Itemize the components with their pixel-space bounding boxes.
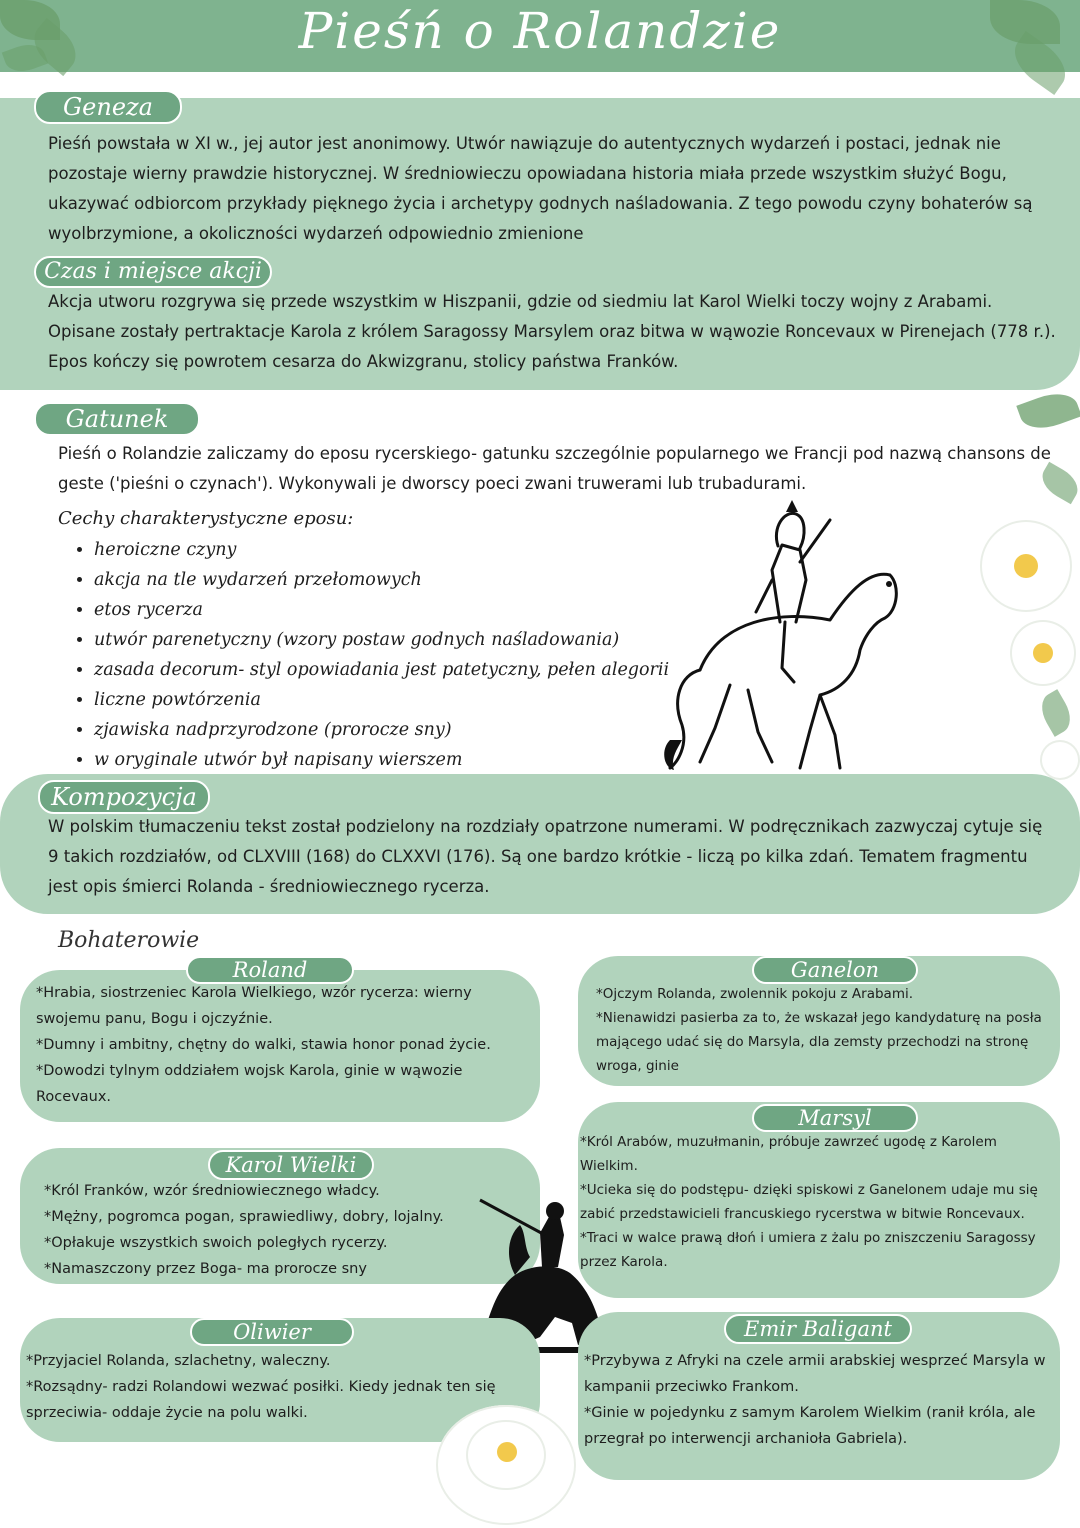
hero-line: *Ucieka się do podstępu- dzięki spiskowi z Ganelonem udaje mu się zabić przedstawicieli francuskiego rycerstwa w bitwie Roncevaux. (580, 1182, 1038, 1222)
hero-line: *Ojczym Rolanda, zwolennik pokoju z Arabami. (596, 986, 914, 1002)
leaf-decoration-icon (1016, 386, 1080, 436)
feature-item: • heroiczne czyny (94, 535, 734, 565)
feature-item: • utwór parenetyczny (wzory postaw godnych naśladowania) (94, 625, 734, 655)
feature-item: • zasada decorum- styl opowiadania jest patetyczny, pełen alegorii (94, 655, 734, 685)
feature-item: • zjawiska nadprzyrodzone (prorocze sny) (94, 715, 734, 745)
flower-center-icon (1033, 643, 1053, 663)
hero-line: *Traci w walce prawą dłoń i umiera z żalu po zniszczeniu Saragossy przez Karola. (580, 1230, 1036, 1270)
bohaterowie-heading: Bohaterowie (58, 928, 200, 953)
flower-center-icon (1014, 554, 1038, 578)
hero-line: *Ginie w pojedynku z samym Karolem Wielkim (ranił króla, ale przegrał po interwencji archanioła Gabriela). (584, 1405, 1036, 1447)
knight-on-horse-icon (660, 500, 910, 775)
section-label-kompozycja: Kompozycja (38, 780, 210, 814)
hero-label-karol: Karol Wielki (208, 1150, 374, 1180)
hero-line: *Przyjaciel Rolanda, szlachetny, waleczny. (26, 1353, 331, 1369)
feature-item: • etos rycerza (94, 595, 734, 625)
section-label-gatunek: Gatunek (34, 402, 200, 436)
flower-center-icon (497, 1442, 517, 1462)
hero-line: *Mężny, pogromca pogan, sprawiedliwy, dobry, lojalny. (44, 1209, 444, 1225)
hero-line: *Król Franków, wzór średniowiecznego władcy. (44, 1183, 380, 1199)
hero-label-roland: Roland (186, 956, 354, 984)
features-list (58, 535, 734, 775)
gatunek-text: Pieśń o Rolandzie zaliczamy do eposu rycerskiego- gatunku szczególnie popularnego we Francji pod nazwą chansons de geste ('pieśni o czynach'). Wykonywali je dworscy poeci zwani truwerami lub trubadurami. (58, 444, 1051, 493)
hero-line: *Dowodzi tylnym oddziałem wojsk Karola, ginie w wąwozie Rocevaux. (36, 1063, 463, 1105)
flower-decoration-icon (1040, 740, 1080, 780)
hero-line: *Namaszczony przez Boga- ma prorocze sny (44, 1261, 367, 1277)
feature-item: • liczne powtórzenia (94, 685, 734, 715)
features-title: Cechy charakterystyczne eposu: (58, 508, 354, 529)
roland-text (36, 980, 526, 1110)
hero-label-ganelon: Ganelon (752, 956, 918, 984)
czas-text: Akcja utworu rozgrywa się przede wszystkim w Hiszpanii, gdzie od siedmiu lat Karol Wielki toczy wojny z Arabami. Opisane zostały pertraktacje Karola z królem Saragossy Marsylem oraz bitwa w wąwozie Roncevaux w Pirenejach (778 r.). Epos kończy się powrotem cesarza do Akwizgranu, stolicy państwa Franków. (48, 292, 1056, 371)
marsyl-text (580, 1130, 1058, 1274)
hero-label-emir: Emir Baligant (724, 1314, 912, 1344)
hero-line: *Dumny i ambitny, chętny do walki, stawia honor ponad życie. (36, 1037, 491, 1053)
hero-line: *Przybywa z Afryki na czele armii arabskiej wesprzeć Marsyla w kampanii przeciwko Frankom. (584, 1353, 1046, 1395)
hero-line: *Rozsądny- radzi Rolandowi wezwać posiłki. Kiedy jednak ten się sprzeciwia- oddaje życie na polu walki. (26, 1379, 496, 1421)
hero-line: *Hrabia, siostrzeniec Karola Wielkiego, wzór rycerza: wierny swojemu panu, Bogu i ojczyźnie. (36, 985, 472, 1027)
hero-line: *Nienawidzi pasierba za to, że wskazał jego kandydaturę na posła mającego udać się do Marsyla, dla zemsty przechodzi na stronę wroga, ginie (596, 1010, 1042, 1074)
hero-label-marsyl: Marsyl (752, 1104, 918, 1132)
hero-line: *Opłakuje wszystkich swoich poległych rycerzy. (44, 1235, 388, 1251)
emir-text (584, 1348, 1058, 1452)
oliwier-text (26, 1348, 536, 1426)
ganelon-text (596, 982, 1046, 1078)
kompozycja-text: W polskim tłumaczeniu tekst został podzielony na rozdziały opatrzone numerami. W podręcznikach zazwyczaj cytuje się 9 takich rozdziałów, od CLXVIII (168) do CLXXVI (176). Są one bardzo krótkie - liczą po kilka zdań. Tematem fragmentu jest opis śmierci Rolanda - średniowiecznego rycerza. (48, 817, 1043, 896)
geneza-text: Pieśń powstała w XI w., jej autor jest anonimowy. Utwór nawiązuje do autentycznych wydarzeń i postaci, jednak nie pozostaje wierny prawdzie historycznej. W średniowieczu opowiadana historia miała przede wszystkim służyć Bogu, ukazywać odbiorcom przykłady pięknego życia i archetypy godnych naśladowania. Z tego powodu czyny bohaterów są wyolbrzymione, a okoliczności wydarzeń odpowiednio zmienione (48, 134, 1033, 243)
page-title: Pieśń o Rolandzie (298, 2, 782, 60)
leaf-decoration-icon (1035, 689, 1078, 737)
hero-line: *Król Arabów, muzułmanin, próbuje zawrzeć ugodę z Karolem Wielkim. (580, 1134, 997, 1174)
feature-item: • w oryginale utwór był napisany wierszem (94, 745, 734, 775)
section-label-czas: Czas i miejsce akcji (34, 256, 272, 288)
hero-label-oliwier: Oliwier (190, 1318, 354, 1346)
section-label-geneza: Geneza (34, 90, 182, 124)
feature-item: • akcja na tle wydarzeń przełomowych (94, 565, 734, 595)
